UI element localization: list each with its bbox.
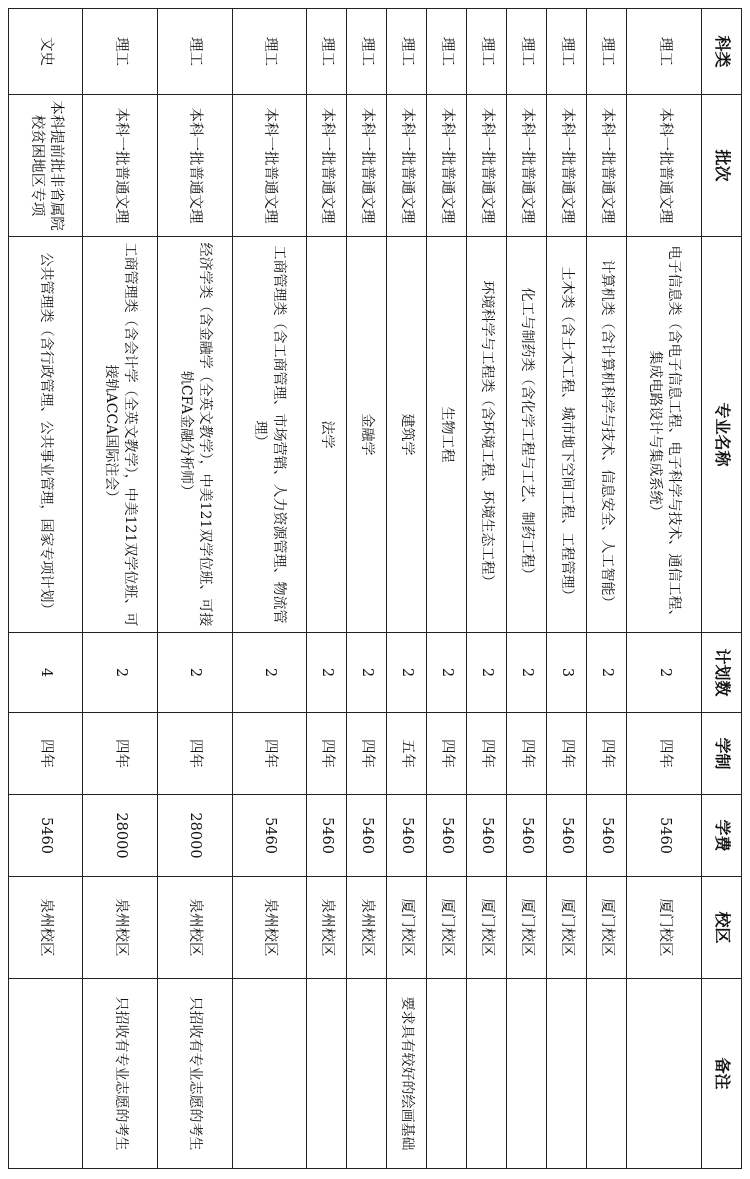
remarks-cell	[587, 979, 627, 1169]
plan-cell: 3	[547, 633, 587, 713]
campus-cell: 厦门校区	[507, 877, 547, 979]
remarks-cell	[547, 979, 587, 1169]
header-tuition: 学费	[702, 795, 742, 877]
tuition-cell: 5460	[9, 795, 83, 877]
campus-cell: 厦门校区	[627, 877, 702, 979]
tuition-cell: 5460	[467, 795, 507, 877]
plan-cell: 4	[9, 633, 83, 713]
table-row	[547, 9, 587, 1169]
table-row	[307, 9, 347, 1169]
tuition-cell: 5460	[507, 795, 547, 877]
header-duration: 学制	[702, 713, 742, 795]
category-cell: 理工	[307, 9, 347, 95]
batch-cell: 本科一批普通文理	[83, 95, 158, 237]
major-cell: 化工与制药类（含化学工程与工艺、制药工程）	[507, 237, 547, 633]
tuition-cell: 5460	[232, 795, 307, 877]
duration-cell: 四年	[232, 713, 307, 795]
plan-cell: 2	[307, 633, 347, 713]
category-cell: 理工	[347, 9, 387, 95]
tuition-cell: 28000	[83, 795, 158, 877]
campus-cell: 泉州校区	[83, 877, 158, 979]
duration-cell: 四年	[427, 713, 467, 795]
header-plan: 计划数	[702, 633, 742, 713]
duration-cell: 四年	[9, 713, 83, 795]
category-cell: 理工	[158, 9, 233, 95]
table-row	[507, 9, 547, 1169]
tuition-cell: 28000	[158, 795, 233, 877]
tuition-cell: 5460	[387, 795, 427, 877]
table-row	[427, 9, 467, 1169]
batch-cell: 本科一批普通文理	[347, 95, 387, 237]
duration-cell: 四年	[547, 713, 587, 795]
plan-cell: 2	[232, 633, 307, 713]
remarks-cell	[307, 979, 347, 1169]
table-row	[587, 9, 627, 1169]
batch-cell: 本科一批普通文理	[467, 95, 507, 237]
header-major: 专业名称	[702, 237, 742, 633]
table-row	[347, 9, 387, 1169]
major-cell: 土木类（含土木工程、城市地下空间工程、工程管理）	[547, 237, 587, 633]
table-row	[627, 9, 702, 1169]
remarks-cell	[347, 979, 387, 1169]
category-cell: 理工	[547, 9, 587, 95]
table-row	[83, 9, 158, 1169]
batch-cell: 本科一批普通文理	[387, 95, 427, 237]
campus-cell: 泉州校区	[307, 877, 347, 979]
plan-cell: 2	[627, 633, 702, 713]
batch-cell: 本科一批普通文理	[627, 95, 702, 237]
tuition-cell: 5460	[347, 795, 387, 877]
major-cell: 金融学	[347, 237, 387, 633]
remarks-cell	[232, 979, 307, 1169]
major-cell: 环境科学与工程类（含环境工程、环境生态工程）	[467, 237, 507, 633]
campus-cell: 厦门校区	[467, 877, 507, 979]
table-row	[9, 9, 83, 1169]
plan-cell: 2	[347, 633, 387, 713]
category-cell: 理工	[387, 9, 427, 95]
header-campus: 校区	[702, 877, 742, 979]
category-cell: 理工	[627, 9, 702, 95]
plan-cell: 2	[427, 633, 467, 713]
duration-cell: 四年	[507, 713, 547, 795]
admission-plan-table	[8, 8, 742, 1169]
tuition-cell: 5460	[427, 795, 467, 877]
category-cell: 理工	[587, 9, 627, 95]
duration-cell: 四年	[587, 713, 627, 795]
remarks-cell: 要求具有较好的绘画基础	[387, 979, 427, 1169]
category-cell: 理工	[507, 9, 547, 95]
remarks-cell	[627, 979, 702, 1169]
duration-cell: 四年	[467, 713, 507, 795]
campus-cell: 厦门校区	[387, 877, 427, 979]
table-row	[232, 9, 307, 1169]
campus-cell: 厦门校区	[547, 877, 587, 979]
major-cell: 公共管理类（含行政管理、公共事业管理，国家专项计划）	[9, 237, 83, 633]
category-cell: 理工	[83, 9, 158, 95]
campus-cell: 泉州校区	[9, 877, 83, 979]
remarks-cell	[427, 979, 467, 1169]
header-category: 科类	[702, 9, 742, 95]
remarks-cell	[9, 979, 83, 1169]
tuition-cell: 5460	[587, 795, 627, 877]
plan-cell: 2	[83, 633, 158, 713]
major-cell: 经济学类（含金融学（全英文教学），中美121双学位班、可接轨CFA金融分析师）	[158, 237, 233, 633]
remarks-cell	[467, 979, 507, 1169]
plan-cell: 2	[158, 633, 233, 713]
duration-cell: 四年	[307, 713, 347, 795]
remarks-cell: 只招收有专业志愿的考生	[83, 979, 158, 1169]
header-remarks: 备注	[702, 979, 742, 1169]
table-row	[158, 9, 233, 1169]
major-cell: 生物工程	[427, 237, 467, 633]
campus-cell: 厦门校区	[587, 877, 627, 979]
campus-cell: 厦门校区	[427, 877, 467, 979]
tuition-cell: 5460	[547, 795, 587, 877]
category-cell: 理工	[467, 9, 507, 95]
duration-cell: 四年	[158, 713, 233, 795]
batch-cell: 本科一批普通文理	[232, 95, 307, 237]
major-cell: 计算机类（含计算机科学与技术、信息安全、人工智能）	[587, 237, 627, 633]
batch-cell: 本科一批普通文理	[158, 95, 233, 237]
plan-cell: 2	[467, 633, 507, 713]
duration-cell: 四年	[83, 713, 158, 795]
table-row	[467, 9, 507, 1169]
major-cell: 工商管理类（含会计学（全英文教学），中美121双学位班、可接轨ACCA国际注会）	[83, 237, 158, 633]
major-cell: 法学	[307, 237, 347, 633]
tuition-cell: 5460	[627, 795, 702, 877]
remarks-cell: 只招收有专业志愿的考生	[158, 979, 233, 1169]
plan-cell: 2	[387, 633, 427, 713]
table-row	[387, 9, 427, 1169]
duration-cell: 四年	[347, 713, 387, 795]
category-cell: 文史	[9, 9, 83, 95]
campus-cell: 泉州校区	[158, 877, 233, 979]
plan-cell: 2	[507, 633, 547, 713]
tuition-cell: 5460	[307, 795, 347, 877]
batch-cell: 本科一批普通文理	[587, 95, 627, 237]
category-cell: 理工	[427, 9, 467, 95]
batch-cell: 本科一批普通文理	[547, 95, 587, 237]
batch-cell: 本科一批普通文理	[307, 95, 347, 237]
batch-cell: 本科提前批非省属院校贫困地区专项	[9, 95, 83, 237]
batch-cell: 本科一批普通文理	[507, 95, 547, 237]
category-cell: 理工	[232, 9, 307, 95]
campus-cell: 泉州校区	[347, 877, 387, 979]
campus-cell: 泉州校区	[232, 877, 307, 979]
header-row	[702, 9, 742, 1169]
batch-cell: 本科一批普通文理	[427, 95, 467, 237]
header-batch: 批次	[702, 95, 742, 237]
major-cell: 电子信息类（含电子信息工程、电子科学与技术、通信工程、集成电路设计与集成系统）	[627, 237, 702, 633]
remarks-cell	[507, 979, 547, 1169]
major-cell: 建筑学	[387, 237, 427, 633]
plan-cell: 2	[587, 633, 627, 713]
duration-cell: 四年	[627, 713, 702, 795]
duration-cell: 五年	[387, 713, 427, 795]
major-cell: 工商管理类（含工商管理、市场营销、人力资源管理、物流管理）	[232, 237, 307, 633]
